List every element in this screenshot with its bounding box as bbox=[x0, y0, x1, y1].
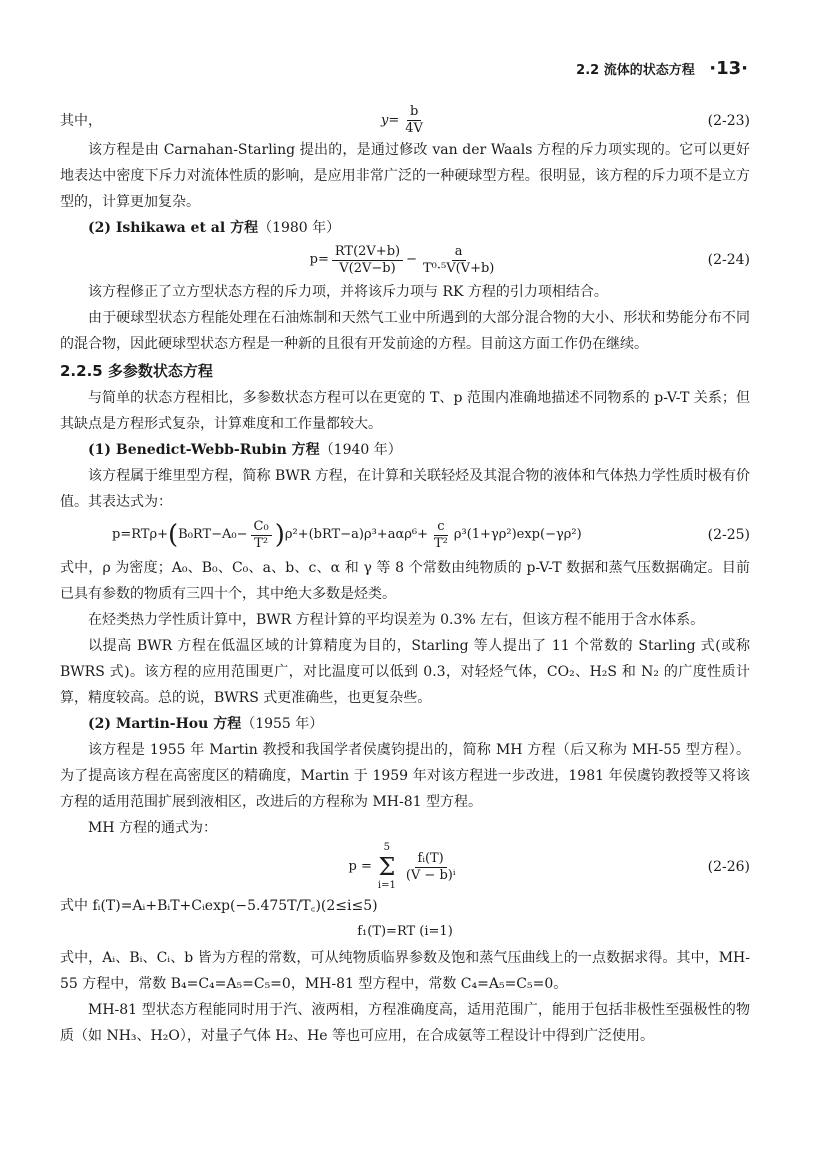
paragraph: 由于硬球型状态方程能处理在石油炼制和天然气工业中所遇到的大部分混合物的大小、形状和势能分布不同的混合物，因此硬球型状态方程是一种新的且很有开发前途的方程。目前这方面工作仍在继续。 bbox=[60, 310, 750, 352]
paragraph: 式中，ρ 为密度；A₀、B₀、C₀、a、b、c、α 和 γ 等 8 个常数由纯物质的 p-V-T 数据和蒸气压数据确定。目前已具有参数的物质有三四十个，其中绝大多数是烃类。 bbox=[60, 560, 750, 602]
subheading-martin-hou: (2) Martin-Hou 方程（1955 年） bbox=[88, 716, 324, 732]
paragraph: 与简单的状态方程相比，多参数状态方程可以在更宽的 T、p 范围内准确地描述不同物系的 p-V-T 关系；但其缺点是方程形式复杂，计算难度和工作量都较大。 bbox=[60, 390, 750, 432]
equation-2-23 bbox=[60, 104, 750, 137]
paragraph: 该方程修正了立方型状态方程的斥力项，并将该斥力项与 RK 方程的引力项相结合。 bbox=[88, 284, 608, 300]
paragraph: 该方程是 1955 年 Martin 教授和我国学者侯虞钧提出的，简称 MH 方程（后又称为 MH-55 型方程）。为了提高该方程在高密度区的精确度，Martin 于 1959 年对该方程进一步改进，1981 年侯虞钧教授等又将该方程的适用范围扩展到液相区，改进后的方程称为 MH-81 型方程。 bbox=[60, 742, 750, 810]
running-header bbox=[576, 58, 748, 79]
equation-number: (2-24) bbox=[707, 252, 750, 268]
paragraph: MH 方程的通式为： bbox=[88, 820, 217, 836]
equation-fraction: $\frac{RT(2V+b)}{V(2V-b)}$ bbox=[332, 244, 403, 277]
equation-fraction: $\frac{c}{\text{T²}}$ bbox=[433, 518, 448, 551]
page-number: ·13· bbox=[709, 58, 748, 79]
equation-fraction: $\frac{b}{4V}$ bbox=[405, 104, 423, 136]
equation-2-26: p = 5 Σ i=1 $\frac{\text{fᵢ(T)}}{\text{(V − b)ⁱ}}$ (2-26) bbox=[348, 842, 750, 891]
equation-fraction: $\frac{\text{C₀}}{\text{T²}}$ bbox=[251, 519, 272, 552]
equation-fraction: $\frac{\text{fᵢ(T)}}{\text{(V − b)ⁱ}}$ bbox=[405, 850, 456, 883]
paragraph: 式中，Aᵢ、Bᵢ、Cᵢ、b 皆为方程的常数，可从纯物质临界参数及饱和蒸气压曲线上的一点数据求得。其中，MH-55 方程中，常数 B₄=C₄=A₅=C₅=0，MH-81 型方程中，常数 C₄=A₅=C₅=0。 bbox=[60, 950, 750, 992]
paragraph: 以提高 BWR 方程在低温区域的计算精度为目的，Starling 等人提出了 11 个常数的 Starling 式(或称 BWRS 式)。该方程的应用范围更广，对比温度可以低到 0.3，对轻烃气体，CO₂、H₂S 和 N₂ 的广度性质计算，精度较高。总的说，BWRS 式更准确些，也更复杂些。 bbox=[60, 638, 750, 706]
paragraph: 该方程属于维里型方程，简称 BWR 方程，在计算和关联轻烃及其混合物的液体和气体热力学性质时极有价值。其表达式为： bbox=[60, 468, 750, 510]
equation-2-25: p=RTρ+ ( B₀RT−A₀− $\frac{\text{C₀}}{\text{T²}}$ ) ρ²+(bRT−a)ρ³+aαρ⁶+ $\frac{c}{\text{T²}}$ ρ³(1+γρ²)exp(−γρ²) (2-25) bbox=[112, 518, 750, 551]
equation-line: 式中 fᵢ(T)=Aᵢ+BᵢT+Cᵢexp(−5.475T/T꜀)(2≤i≤5) bbox=[60, 898, 378, 914]
page-body bbox=[60, 104, 750, 1049]
equation-f1: f₁(T)=RT (i=1) bbox=[357, 924, 453, 939]
section-heading: 2.2.5 多参数状态方程 bbox=[60, 362, 213, 380]
header-section: 2.2 流体的状态方程 bbox=[576, 63, 695, 78]
paragraph: MH-81 型状态方程能同时用于汽、液两相，方程准确度高，适用范围广，能用于包括非极性至强极性的物质（如 NH₃、H₂O），对量子气体 H₂、He 等也可应用，在合成氨等工程设计中得到广泛使用。 bbox=[60, 1002, 750, 1044]
paragraph: 在烃类热力学性质计算中，BWR 方程计算的平均误差为 0.3% 左右，但该方程不能用于含水体系。 bbox=[88, 612, 705, 628]
summation: 5 Σ i=1 bbox=[377, 842, 396, 891]
subheading-ishikawa: (2) Ishikawa et al 方程（1980 年） bbox=[88, 220, 341, 236]
equation-lhs: y= bbox=[381, 112, 400, 128]
equation-number: (2-23) bbox=[707, 112, 750, 129]
equation-number: (2-25) bbox=[707, 527, 750, 543]
paragraph: 该方程是由 Carnahan-Starling 提出的，是通过修改 van der Waals 方程的斥力项实现的。它可以更好地表达中密度下斥力对流体性质的影响，是应用非常广泛的一种硬球型方程。很明显，该方程的斥力项不是立方型的，计算更加复杂。 bbox=[60, 142, 750, 210]
equation-number: (2-26) bbox=[707, 859, 750, 875]
subheading-bwr: (1) Benedict-Webb-Rubin 方程（1940 年） bbox=[88, 442, 402, 458]
equation-fraction: $\frac{a}{\text{T⁰·⁵V(V+b)}}$ bbox=[423, 243, 495, 276]
equation-intro: 其中， bbox=[60, 112, 102, 129]
equation-2-24: p= $\frac{RT(2V+b)}{V(2V-b)}$ − $\frac{a}{\text{T⁰·⁵V(V+b)}}$ (2-24) bbox=[309, 243, 750, 276]
